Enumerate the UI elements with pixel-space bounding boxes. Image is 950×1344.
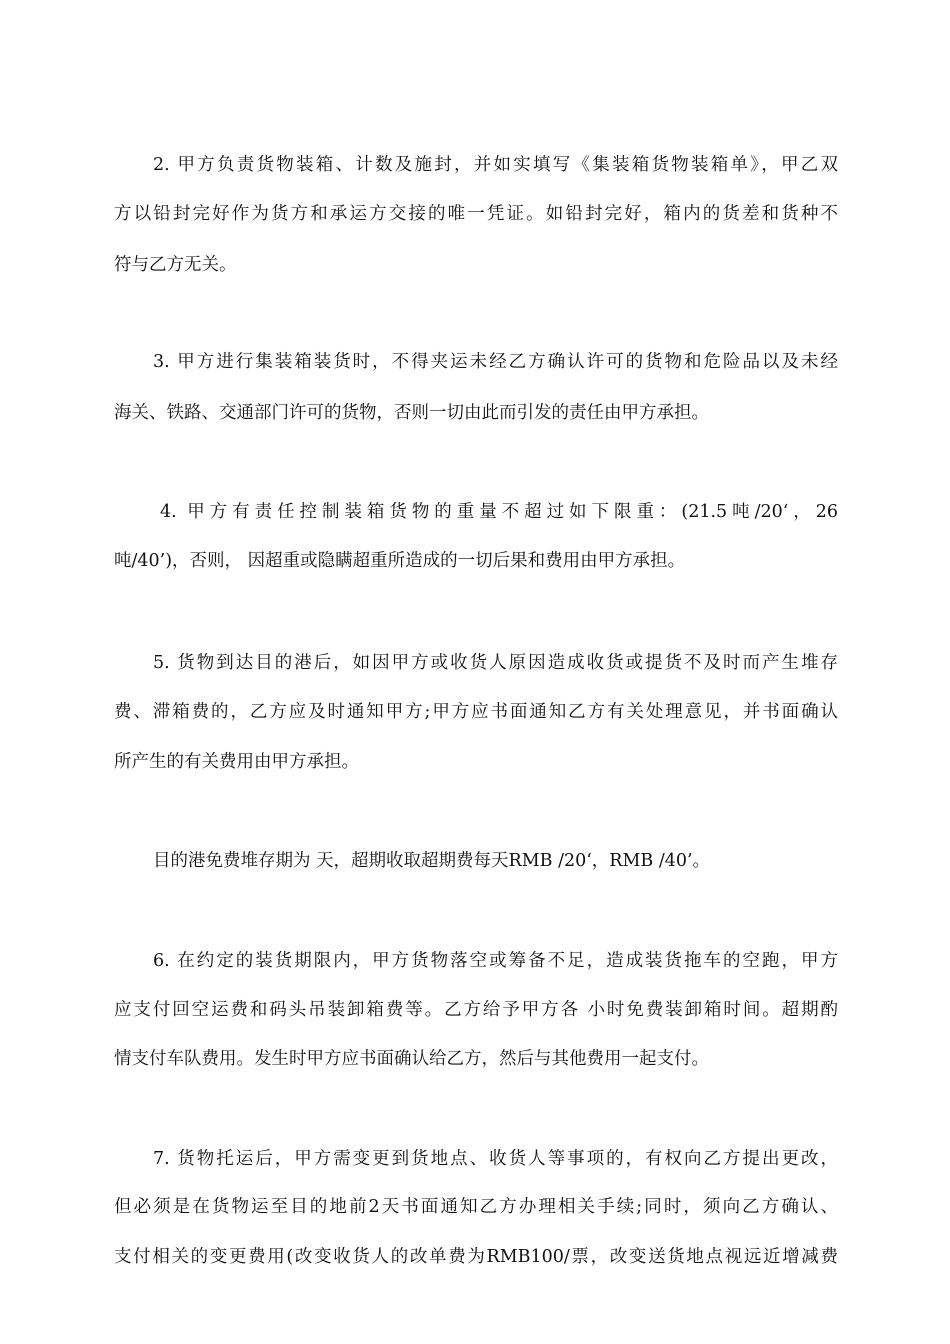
- clause-6-line-3: 情支付车队费用。发生时甲方应书面确认给乙方，然后与其他费用一起支付。: [114, 1049, 709, 1069]
- clause-4-line-1: 4. 甲方有责任控制装箱货物的重量不超过如下限重：(21.5吨/20‘，26: [160, 502, 838, 522]
- clause-5-line-2: 费、滞箱费的，乙方应及时通知甲方;甲方应书面通知乙方有关处理意见，并书面确认: [114, 702, 838, 722]
- clause-4-line-2: 吨/40’)，否则， 因超重或隐瞒超重所造成的一切后果和费用由甲方承担。: [114, 551, 686, 571]
- clause-7-line-3: 支付相关的变更费用(改变收货人的改单费为RMB100/票，改变送货地点视远近增减费: [114, 1247, 838, 1267]
- clause-2-line-1: 2. 甲方负责货物装箱、计数及施封，并如实填写《集装箱货物装箱单》，甲乙双: [153, 155, 838, 175]
- clause-7-line-1: 7. 货物托运后，甲方需变更到货地点、收货人等事项的，有权向乙方提出更改，: [153, 1149, 838, 1169]
- clause-7-line-2: 但必须是在货物运至目的地前2天书面通知乙方办理相关手续;同时，须向乙方确认、: [114, 1197, 838, 1217]
- clause-6-line-2: 应支付回空运费和码头吊装卸箱费等。乙方给予甲方各 小时免费装卸箱时间。超期酌: [114, 1000, 838, 1020]
- clause-2-line-2: 方以铅封完好作为货方和承运方交接的唯一凭证。如铅封完好，箱内的货差和货种不: [114, 204, 838, 224]
- clause-5-line-1: 5. 货物到达目的港后，如因甲方或收货人原因造成收货或提货不及时而产生堆存: [153, 653, 838, 673]
- free-storage-line: 目的港免费堆存期为 天，超期收取超期费每天RMB /20‘，RMB /40’。: [153, 851, 711, 871]
- clause-3-line-1: 3. 甲方进行集装箱装货时，不得夹运未经乙方确认许可的货物和危险品以及未经: [153, 352, 838, 372]
- clause-6-line-1: 6. 在约定的装货期限内，甲方货物落空或筹备不足，造成装货拖车的空跑，甲方: [153, 951, 838, 971]
- clause-3-line-2: 海关、铁路、交通部门许可的货物，否则一切由此而引发的责任由甲方承担。: [114, 403, 709, 423]
- clause-2-line-3: 符与乙方无关。: [114, 255, 237, 275]
- clause-5-line-3: 所产生的有关费用由甲方承担。: [114, 752, 359, 772]
